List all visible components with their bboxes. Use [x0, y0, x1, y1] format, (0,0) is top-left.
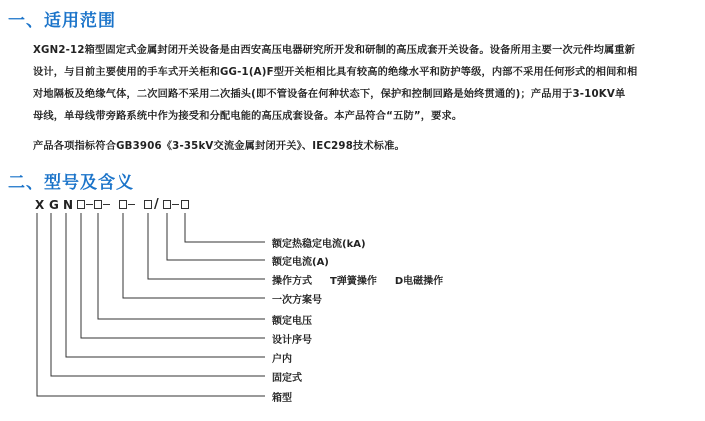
leader-line — [148, 213, 265, 279]
code-letter-g: G — [49, 198, 59, 212]
code-letter-n: N — [63, 198, 74, 212]
paragraph-line: 对地隔板及绝缘气体，二次回路不采用二次插头(即不管设备在何种状态下，保护和控制回路是始终贯通的)；产品用于3-10KV单 — [33, 89, 626, 100]
label-thermal-current: 额定热稳定电流(kA) — [272, 239, 366, 250]
operation-mode-title: 操作方式 — [272, 276, 312, 287]
leader-line — [123, 213, 265, 298]
paragraph-line: 设计，与目前主要使用的手车式开关柜和GG-1(A)F型开关柜相比具有较高的绝缘水平和防护等级，内部不采用任何形式的相间和相 — [33, 67, 638, 78]
label-scheme-number: 一次方案号 — [272, 295, 322, 306]
code-slash: / — [154, 197, 159, 212]
label-fixed-type: 固定式 — [272, 373, 302, 384]
label-box-type: 箱型 — [272, 393, 292, 404]
leader-line — [185, 213, 265, 242]
standards-line: 产品各项指标符合GB3906《3-35kV交流金属封闭开关》、IEC298技术标准。 — [33, 141, 405, 152]
label-rated-voltage: 额定电压 — [272, 316, 312, 327]
leader-line — [167, 213, 265, 260]
section-1-title: 一、适用范围 — [8, 11, 116, 31]
section-2-title: 二、型号及含义 — [8, 173, 134, 193]
leader-line — [37, 213, 265, 396]
code-letter-x: X — [35, 198, 45, 212]
operation-option-electromagnetic: D电磁操作 — [394, 276, 444, 287]
paragraph-line: 母线，单母线带旁路系统中作为接受和分配电能的高压成套设备。本产品符合“五防”，要求。 — [33, 111, 463, 122]
label-indoor: 户内 — [272, 354, 292, 365]
leader-line — [66, 213, 265, 357]
label-operation-mode — [272, 272, 443, 287]
label-rated-current: 额定电流(A) — [272, 257, 329, 268]
label-design-number: 设计序号 — [272, 335, 312, 346]
leader-line — [51, 213, 265, 376]
paragraph-line: XGN2-12箱型固定式金属封闭开关设备是由西安高压电器研究所开发和研制的高压成套开关设备。设备所用主要一次元件均属重新 — [33, 45, 636, 56]
operation-option-spring: T弹簧操作 — [330, 276, 377, 287]
